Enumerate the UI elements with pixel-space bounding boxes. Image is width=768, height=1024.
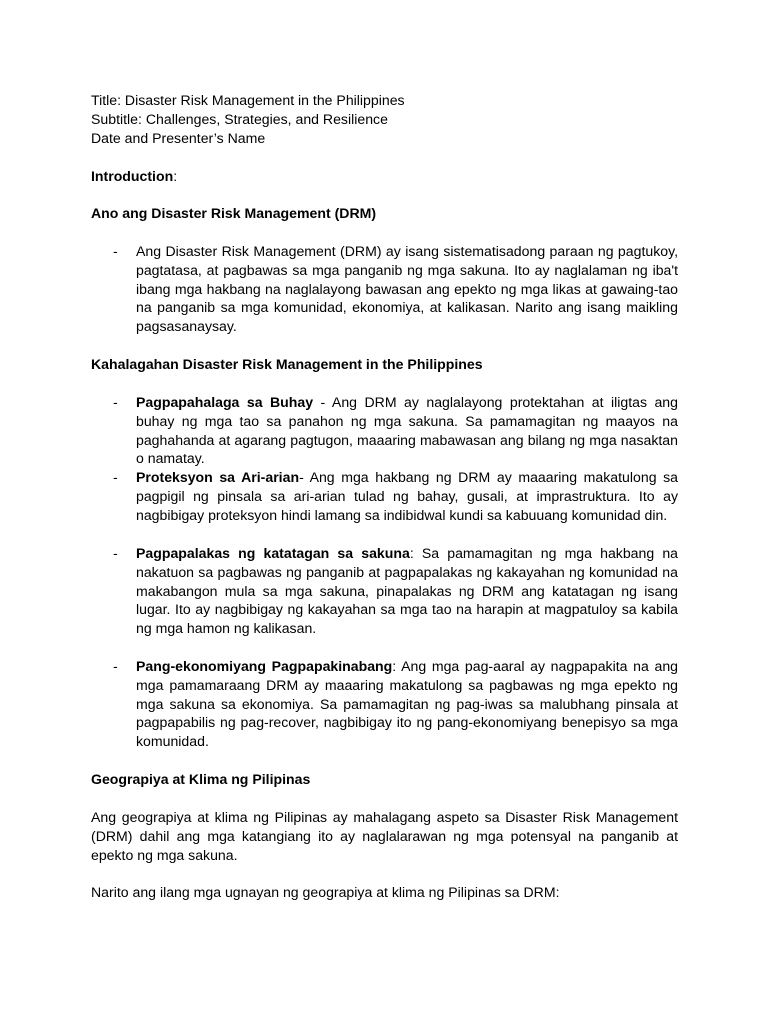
- importance-item-text: [136, 393, 678, 468]
- importance-item-body: - Ang mga hakbang ng DRM ay maaaring makatulong sa pagpigil ng pinsala sa ari-arian tulad ng bahay, gusali, at imprastruktura. Ito ay nagbibigay proteksyon hindi lamang sa indibidwal kundi sa kabuuang komunidad din.: [136, 469, 679, 523]
- drm-heading: Ano ang Disaster Risk Management (DRM): [91, 205, 377, 221]
- importance-item-ekonomiya: [113, 657, 678, 751]
- geography-closing-line: Narito ang ilang mga ugnayan ng geograpiya at klima ng Pilipinas sa DRM:: [91, 884, 560, 900]
- importance-item-term: Pagpapahalaga sa Buhay: [136, 394, 314, 410]
- importance-item-text: [136, 657, 678, 751]
- date-presenter-line: Date and Presenter’s Name: [91, 129, 266, 146]
- title-line: Title: Disaster Risk Management in the Philippines: [91, 92, 405, 108]
- importance-item-ari-arian: [113, 468, 678, 524]
- importance-item-buhay: [113, 393, 678, 468]
- importance-item-term: Pang-ekonomiyang Pagpapakinabang: [136, 658, 393, 674]
- importance-item-body: - Ang DRM ay naglalayong protektahan at iligtas ang buhay ng mga tao sa panahon ng mga sakuna. Sa pamamagitan ng maayos na paghahanda at agarang pagtugon, maaaring mabawasan ang bilang ng mga nasaktan o namatay.: [136, 394, 678, 467]
- bullet-dash: -: [113, 394, 118, 410]
- drm-definition-item: [113, 242, 678, 336]
- importance-item-text: [136, 544, 678, 638]
- introduction-colon: :: [173, 168, 178, 184]
- bullet-dash: -: [113, 243, 118, 259]
- importance-heading: Kahalagahan Disaster Risk Management in the Philippines: [91, 356, 483, 372]
- geography-heading: Geograpiya at Klima ng Pilipinas: [91, 771, 311, 787]
- introduction-label: [91, 167, 678, 186]
- document-header: [91, 91, 678, 147]
- drm-definition-text: Ang Disaster Risk Management (DRM) ay isang sistematisadong paraan ng pagtukoy, pagtatasa, at pagbawas sa mga panganib ng mga sakuna. Ito ay naglalaman ng iba't ibang mga hakbang na naglalayong bawasan ang epekto ng mga likas at gawaing-tao na panganib sa mga komunidad, ekonomiya, at kalikasan. Narito ang isang maikling pagsasanaysay.: [136, 243, 678, 335]
- bullet-dash: -: [113, 469, 118, 485]
- importance-item-katatagan: [113, 544, 678, 638]
- importance-item-body: : Sa pamamagitan ng mga hakbang na nakatuon sa pagbawas ng panganib at pagpapalakas ng kakayahan ng komunidad na makabangon mula sa mga sakuna, pinapalakas ng DRM ang katatagan ng isang lugar. Ito ay nagbibigay ng kakayahan sa mga tao na harapin at magpatuloy sa kabila ng mga hamon ng kalikasan.: [136, 545, 679, 637]
- importance-item-text: [136, 468, 678, 524]
- importance-item-term: Proteksyon sa Ari-arian: [136, 469, 300, 485]
- bullet-dash: -: [113, 545, 118, 561]
- importance-item-body: : Ang mga pag-aaral ay nagpapakita na ang mga pamamaraang DRM ay maaaring makatulong sa pagbawas ng mga epekto ng mga sakuna sa ekonomiya. Sa pamamagitan ng pag-iwas sa malubhang pinsala at pagpapabilis ng pag-recover, nagbibigay ito ng pang-ekonomiyang benepisyo sa mga komunidad.: [136, 658, 678, 750]
- importance-item-term: Pagpapalakas ng katatagan sa sakuna: [136, 545, 410, 561]
- bullet-dash: -: [113, 658, 118, 674]
- subtitle-line: Subtitle: Challenges, Strategies, and Resilience: [91, 110, 388, 127]
- geography-paragraph: Ang geograpiya at klima ng Pilipinas ay mahalagang aspeto sa Disaster Risk Management (DRM) dahil ang mga katangiang ito ay naglalarawan ng mga potensyal na panganib at epekto ng mga sakuna.: [91, 809, 678, 863]
- introduction-heading: Introduction: [91, 168, 174, 184]
